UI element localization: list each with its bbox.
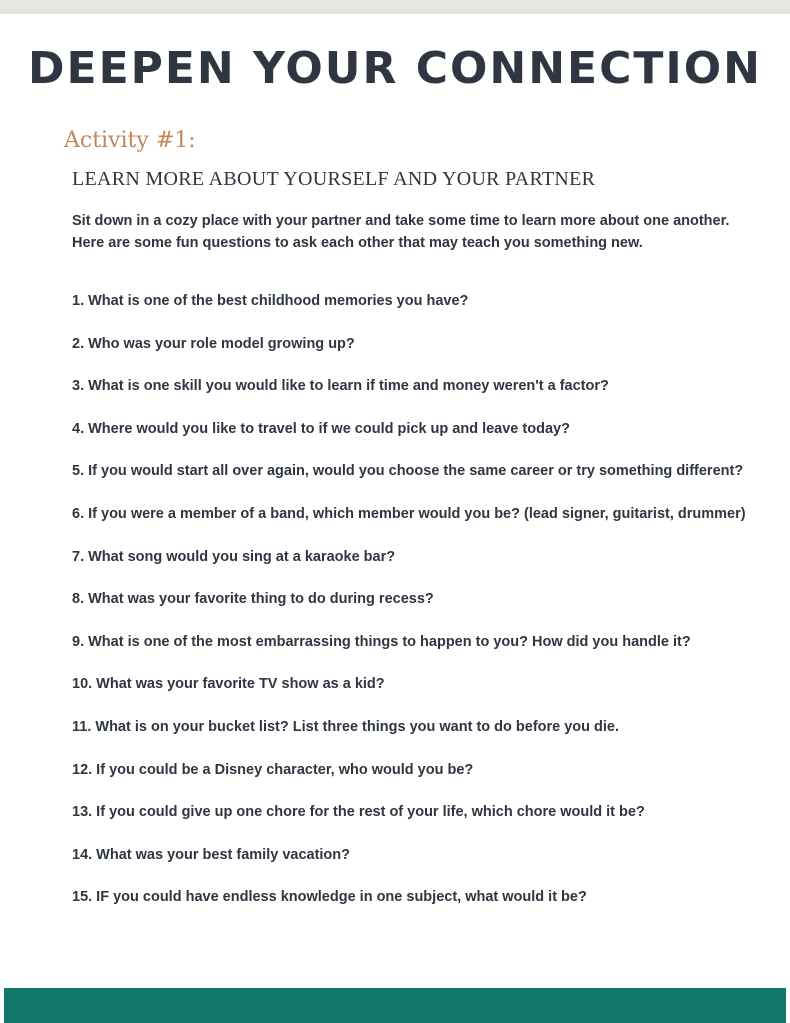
question-item: 14. What was your best family vacation? bbox=[72, 846, 350, 863]
intro-paragraph bbox=[72, 210, 752, 254]
question-item: 11. What is on your bucket list? List three things you want to do before you die. bbox=[72, 718, 620, 735]
question-item: 2. Who was your role model growing up? bbox=[72, 335, 355, 352]
question-item: 10. What was your favorite TV show as a kid? bbox=[72, 676, 385, 693]
activity-label: Activity #1: bbox=[64, 128, 196, 153]
question-item: 8. What was your favorite thing to do during recess? bbox=[72, 591, 434, 608]
intro-line: Sit down in a cozy place with your partner and take some time to learn more about one another. bbox=[72, 213, 730, 229]
section-subtitle: LEARN MORE ABOUT YOURSELF AND YOUR PARTNER bbox=[72, 168, 596, 190]
intro-line: Here are some fun questions to ask each other that may teach you something new. bbox=[72, 235, 643, 251]
question-item: 6. If you were a member of a band, which member would you be? (lead signer, guitarist, drummer) bbox=[72, 505, 746, 522]
question-item: 1. What is one of the best childhood memories you have? bbox=[72, 293, 469, 309]
question-item: 12. If you could be a Disney character, who would you be? bbox=[72, 761, 474, 778]
question-item: 13. If you could give up one chore for the rest of your life, which chore would it be? bbox=[72, 804, 645, 821]
bottom-banner-bar bbox=[4, 988, 786, 1023]
top-banner-bar bbox=[0, 0, 790, 14]
question-item: 4. Where would you like to travel to if we could pick up and leave today? bbox=[72, 420, 570, 437]
page-title: DEEPEN YOUR CONNECTION bbox=[27, 43, 762, 94]
question-item: 5. If you would start all over again, would you choose the same career or try something different? bbox=[72, 463, 744, 480]
question-item: 3. What is one skill you would like to learn if time and money weren't a factor? bbox=[72, 378, 609, 395]
question-item: 7. What song would you sing at a karaoke bar? bbox=[72, 548, 396, 565]
question-list bbox=[72, 290, 772, 929]
question-item: 9. What is one of the most embarrassing things to happen to you? How did you handle it? bbox=[72, 633, 691, 650]
question-item: 15. IF you could have endless knowledge in one subject, what would it be? bbox=[72, 889, 587, 906]
